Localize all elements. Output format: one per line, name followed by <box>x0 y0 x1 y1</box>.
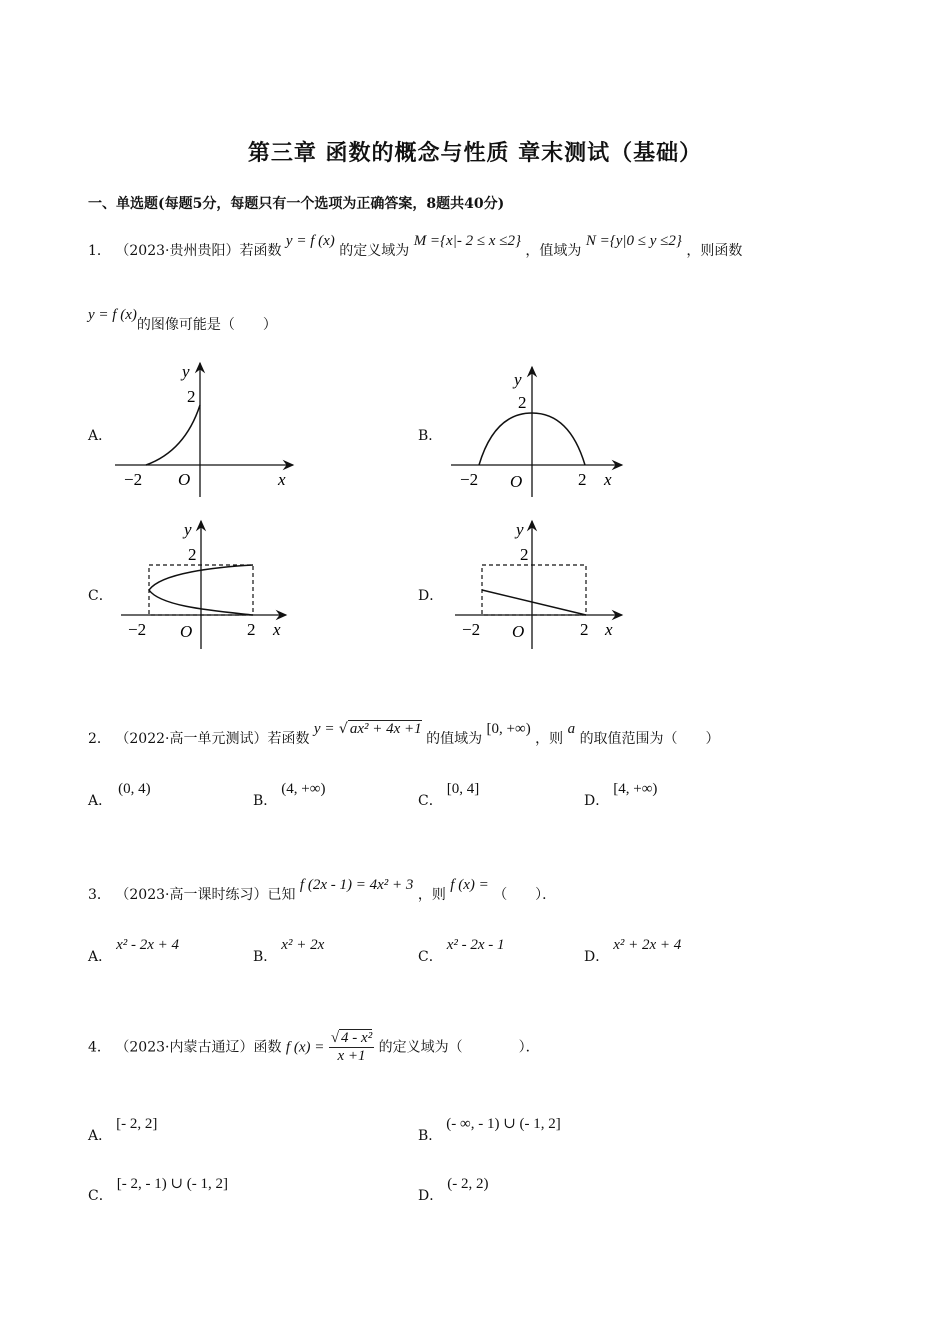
option-label: A． <box>88 1128 113 1144</box>
formula: M ={x|- 2 ≤ x ≤2} <box>413 233 521 249</box>
formula: N ={y|0 ≤ y ≤2} <box>585 233 682 249</box>
question-source: （2022·高一单元测试）若函数 <box>115 731 310 747</box>
option-value: (- 2, 2) <box>447 1176 489 1192</box>
question-number: 1． <box>88 243 111 259</box>
option-value: [0, 4] <box>446 781 480 797</box>
formula-left: f (x) = <box>285 1039 325 1056</box>
tick-neg2: −2 <box>462 620 481 639</box>
option-b[interactable] <box>253 781 326 810</box>
numerator: √ 4 - x² <box>330 1030 373 1046</box>
radicand: 4 - x² <box>341 1030 373 1046</box>
tick-neg2: −2 <box>128 620 147 639</box>
question-number: 4． <box>88 1039 111 1056</box>
formula-left: y = <box>313 721 335 737</box>
graph-a[interactable] <box>110 355 300 505</box>
option-c-label[interactable]: C． <box>88 588 113 604</box>
formula: f (x) = <box>450 877 489 893</box>
fraction <box>329 1030 374 1065</box>
section-heading: 一、单选题(每题5分，每题只有一个选项为正确答案，8题共40分) <box>88 196 505 212</box>
option-a[interactable] <box>88 937 180 966</box>
y-label: y <box>514 370 522 389</box>
y-label: y <box>516 520 524 539</box>
question-text: 的图像可能是（ ） <box>136 317 277 333</box>
option-a[interactable] <box>88 781 151 810</box>
question-3-line <box>88 877 557 904</box>
option-value: x² - 2x - 1 <box>446 937 505 953</box>
formula: a <box>567 721 576 737</box>
question-number: 2． <box>88 731 111 747</box>
graph-d[interactable] <box>450 515 640 655</box>
question-text: ，值域为 <box>525 243 582 259</box>
question-text: 的定义域为（ ）． <box>378 1039 540 1056</box>
option-value: x² + 2x <box>281 937 325 953</box>
formula: f (2x - 1) = 4x² + 3 <box>299 877 414 893</box>
question-source: （2023·内蒙古通辽）函数 <box>115 1039 282 1056</box>
tick-2-x: 2 <box>578 470 587 489</box>
question-source: （2023·高一课时练习）已知 <box>115 887 296 903</box>
y-label: y <box>184 520 192 539</box>
question-text: ，则 <box>535 731 564 747</box>
option-value: (0, 4) <box>118 781 151 797</box>
option-label: C． <box>418 793 443 809</box>
option-label: D． <box>418 1188 444 1204</box>
tick-2: 2 <box>187 387 196 406</box>
option-label: D． <box>584 793 610 809</box>
segment <box>482 590 586 615</box>
denominator: x +1 <box>337 1048 366 1064</box>
option-value: [- 2, 2] <box>116 1116 158 1132</box>
option-value: [- 2, - 1) ∪ (- 1, 2] <box>116 1176 229 1192</box>
question-1-line-2 <box>88 307 277 334</box>
option-value: x² + 2x + 4 <box>613 937 682 953</box>
origin-label: O <box>510 472 523 491</box>
option-value: [4, +∞) <box>613 781 658 797</box>
question-text: （ ）． <box>493 887 557 903</box>
formula: y = √ ax² + 4x +1 <box>313 721 422 737</box>
origin-label: O <box>512 622 525 641</box>
option-d[interactable] <box>584 781 658 810</box>
question-text: 的值域为 <box>426 731 483 747</box>
option-b[interactable] <box>418 1116 561 1145</box>
option-label: C． <box>418 949 443 965</box>
option-label: A． <box>88 949 113 965</box>
question-text: 的定义域为 <box>339 243 410 259</box>
option-d-label[interactable]: D． <box>418 588 444 604</box>
question-1-line-1 <box>88 233 743 260</box>
option-label: D． <box>584 949 610 965</box>
tick-neg2: −2 <box>460 470 479 489</box>
tick-neg2: −2 <box>124 470 143 489</box>
option-d[interactable] <box>584 937 682 966</box>
graph-b[interactable] <box>446 355 636 505</box>
option-value: (- ∞, - 1) ∪ (- 1, 2] <box>446 1116 561 1132</box>
question-text: ，则函数 <box>686 243 743 259</box>
option-a-label[interactable]: A． <box>88 428 113 444</box>
formula: y = f (x) <box>285 233 335 249</box>
x-label: x <box>278 470 286 489</box>
option-b[interactable] <box>253 937 325 966</box>
question-text: ，则 <box>417 887 446 903</box>
question-number: 3． <box>88 887 111 903</box>
question-text: 的取值范围为（ ） <box>579 731 720 747</box>
curve <box>146 405 200 465</box>
question-source: （2023·贵州贵阳）若函数 <box>115 243 282 259</box>
tick-2: 2 <box>518 393 527 412</box>
option-d[interactable] <box>418 1176 489 1205</box>
formula: [0, +∞) <box>486 721 531 737</box>
x-label: x <box>605 620 613 639</box>
question-4-line <box>88 1030 540 1065</box>
formula: y = f (x) <box>88 307 137 323</box>
tick-2-x: 2 <box>247 620 256 639</box>
tick-2-x: 2 <box>580 620 589 639</box>
option-b-label[interactable]: B． <box>418 428 443 444</box>
option-c[interactable] <box>418 937 505 966</box>
option-label: A． <box>88 793 113 809</box>
option-label: B． <box>253 793 278 809</box>
question-2-line <box>88 721 720 748</box>
option-label: C． <box>88 1188 113 1204</box>
option-a[interactable] <box>88 1116 158 1145</box>
page-title: 第三章 函数的概念与性质 章末测试（基础） <box>247 140 703 166</box>
option-label: B． <box>253 949 278 965</box>
option-value: x² - 2x + 4 <box>116 937 180 953</box>
option-c[interactable] <box>88 1176 229 1205</box>
y-label: y <box>182 362 190 381</box>
origin-label: O <box>180 622 193 641</box>
x-label: x <box>273 620 281 639</box>
tick-2: 2 <box>188 545 197 564</box>
graph-c[interactable] <box>116 515 306 655</box>
radicand: ax² + 4x +1 <box>349 721 422 737</box>
tick-2: 2 <box>520 545 529 564</box>
dashed-box <box>482 565 586 615</box>
option-c[interactable] <box>418 781 480 810</box>
origin-label: O <box>178 470 191 489</box>
x-label: x <box>604 470 612 489</box>
option-label: B． <box>418 1128 443 1144</box>
option-value: (4, +∞) <box>281 781 326 797</box>
